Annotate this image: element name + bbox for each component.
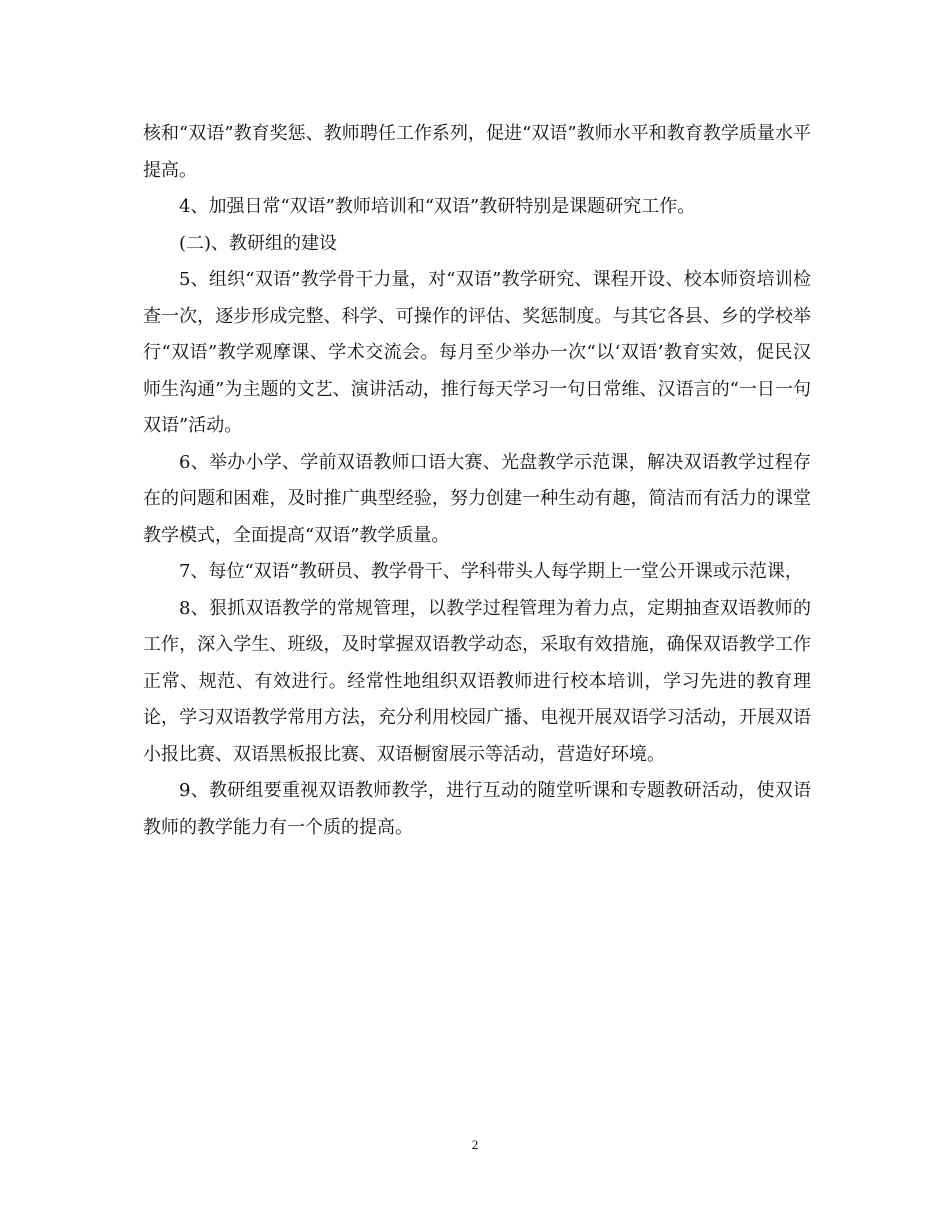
paragraph-continuation: 核和“双语”教育奖惩、教师聘任工作系列，促进“双语”教师水平和教育教学质量水平提高。 bbox=[143, 123, 811, 181]
page-number: 2 bbox=[471, 1137, 479, 1152]
paragraph-item-7: 7、每位“双语”教研员、教学骨干、学科带头人每学期上一堂公开课或示范课， bbox=[179, 561, 803, 582]
paragraph-item-8: 8、狠抓双语教学的常规管理，以教学过程管理为着力点，定期抽查双语教师的工作，深入学生、班级，及时掌握双语教学动态，采取有效措施，确保双语教学工作正常、规范、有效进行。经常性地组织双语教师进行校本培训，学习先进的教育理论，学习双语教学常用方法，充分利用校园广播、电视开展双语学习活动，开展双语小报比赛、双语黑板报比赛、双语橱窗展示等活动，营造好环境。 bbox=[143, 597, 811, 765]
document-body bbox=[143, 116, 811, 846]
paragraph-item-4: 4、加强日常“双语”教师培训和“双语”教研特别是课题研究工作。 bbox=[179, 196, 696, 217]
paragraph-item-5: 5、组织“双语”教学骨干力量，对“双语”教学研究、课程开设、校本师资培训检查一次，逐步形成完整、科学、可操作的评估、奖惩制度。与其它各县、乡的学校举行“双语”教学观摩课、学术交流会。每月至少举办一次“以‘双语’教育实效，促民汉师生沟通”为主题的文艺、演讲活动，推行每天学习一句日常维、汉语言的“一日一句双语”活动。 bbox=[143, 269, 811, 436]
paragraph-item-6: 6、举办小学、学前双语教师口语大赛、光盘教学示范课，解决双语教学过程存在的问题和困难，及时推广典型经验，努力创建一种生动有趣，简洁而有活力的课堂教学模式，全面提高“双语”教学质量。 bbox=[143, 451, 811, 546]
section-heading: (二)、教研组的建设 bbox=[179, 232, 338, 254]
paragraph-item-9: 9、教研组要重视双语教师教学，进行互动的随堂听课和专题教研活动，使双语教师的教学能力有一个质的提高。 bbox=[143, 780, 811, 838]
